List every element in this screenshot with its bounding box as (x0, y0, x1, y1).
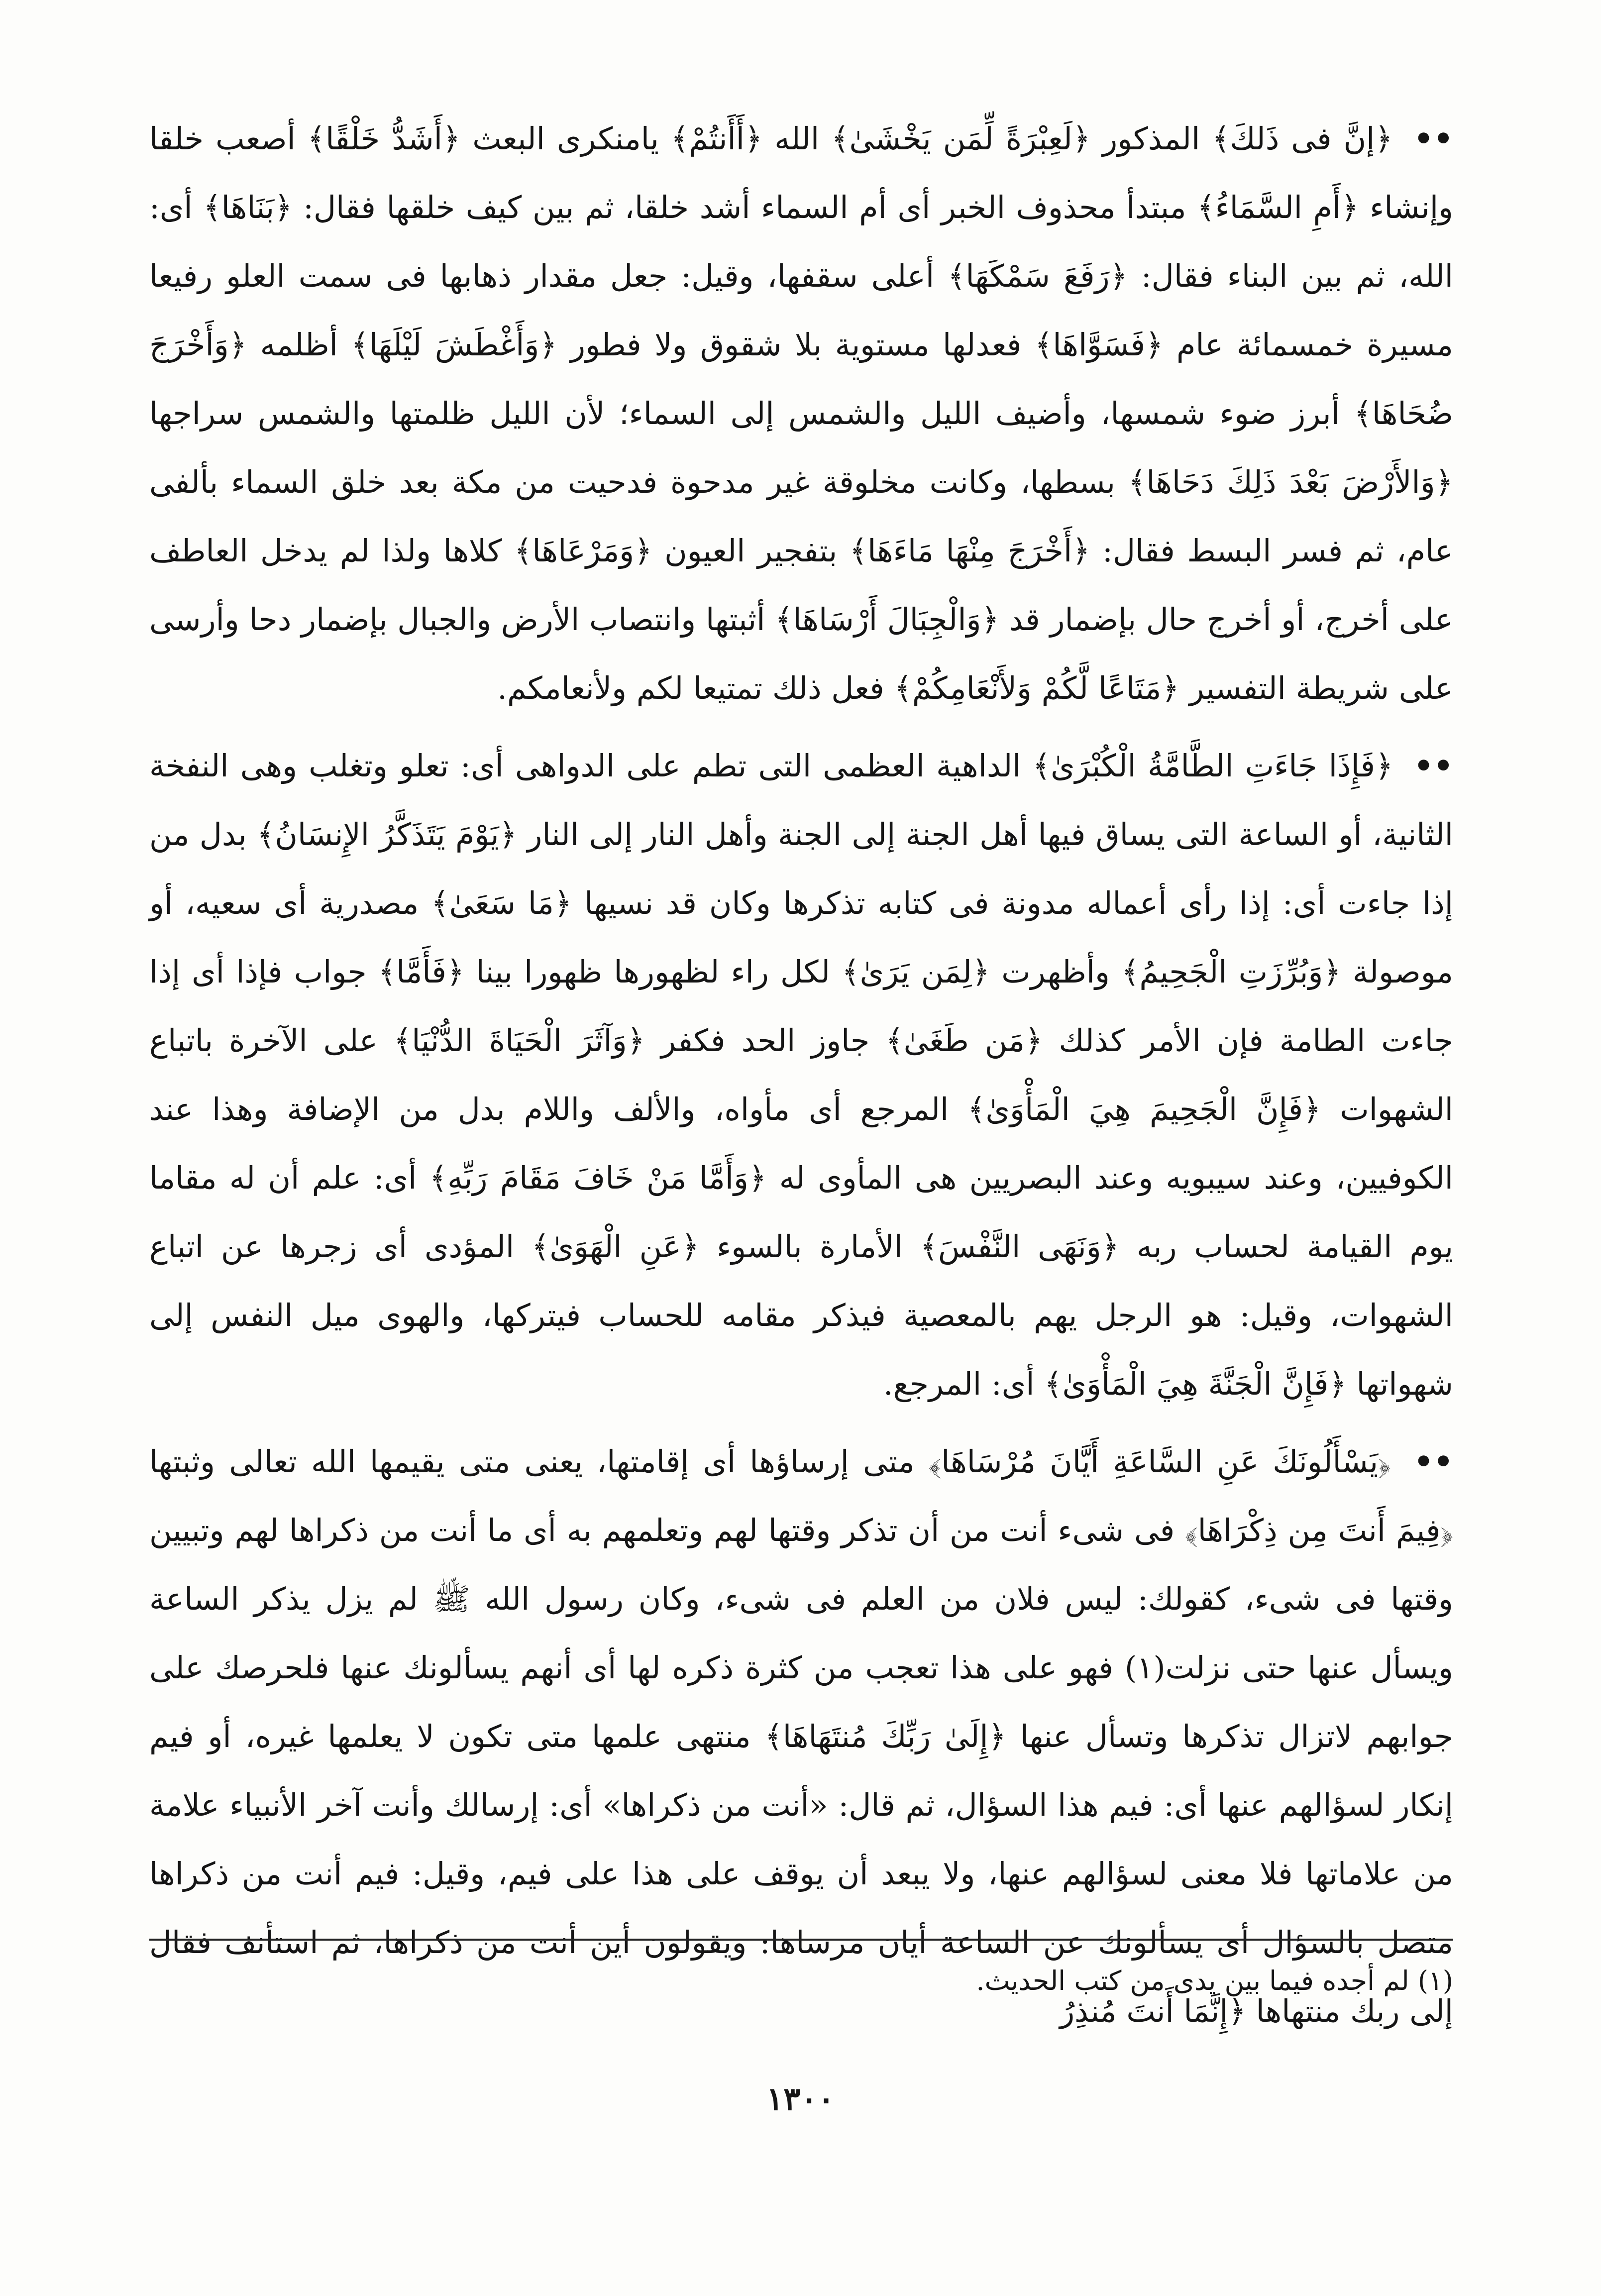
paragraph-text: ﴿يَسْأَلُونَكَ عَنِ السَّاعَةِ أَيَّانَ مُرْسَاهَا﴾ متى إرساؤها أى إقامتها، يعنى متى يقيمها الله تعالى وثبتها ﴿فِيمَ أَنتَ مِن ذِكْرَاهَا﴾ فى شىء أنت من أن تذكر وقتها لهم وتعلمهم به أى ما أنت من ذكراها لهم وتبيين وقتها فى شىء، كقولك: ليس فلان من العلم فى شىء، وكان رسول الله ﷺ لم يزل يذكر الساعة ويسأل عنها حتى نزلت(١) فهو على هذا تعجب من كثرة ذكره لها أى أنهم يسألونك عنها فلحرصك على جوابهم لاتزال تذكرها وتسأل عنها ﴿إِلَىٰ رَبِّكَ مُنتَهَاهَا﴾ منتهى علمها متى تكون لا يعلمها غيره، أو فيم إنكار لسؤالهم عنها أى: فيم هذا السؤال، ثم قال: «أنت من ذكراها» أى: إرسالك وأنت آخر الأنبياء علامة من علاماتها فلا معنى لسؤالهم عنها، ولا يبعد أن يوقف على هذا على فيم، وقيل: فيم أنت من ذكراها متصل بالسؤال أى يسألونك عن الساعة أيان مرساها: ويقولون أين أنت من ذكراها، ثم استأنف فقال إلى ربك منتهاها ﴿إِنَّمَا أَنتَ مُنذِرُ (149, 1443, 1453, 2029)
paragraph-text: ﴿إنَّ فى ذَلكَ﴾ المذكور ﴿لَعِبْرَةً لِّمَن يَخْشَىٰ﴾ الله ﴿أَأَنتُمْ﴾ يامنكرى البعث ﴿أَشَدُّ خَلْقًا﴾ أصعب خلقا وإنشاء ﴿أَمِ السَّمَاءُ﴾ مبتدأ محذوف الخبر أى أم السماء أشد خلقا، ثم بين كيف خلقها فقال: ﴿بَنَاهَا﴾ أى: الله، ثم بين البناء فقال: ﴿رَفَعَ سَمْكَهَا﴾ أعلى سقفها، وقيل: جعل مقدار ذهابها فى سمت العلو رفيعا مسيرة خمسمائة عام ﴿فَسَوَّاهَا﴾ فعدلها مستوية بلا شقوق ولا فطور ﴿وَأَغْطَشَ لَيْلَهَا﴾ أظلمه ﴿وَأَخْرَجَ ضُحَاهَا﴾ أبرز ضوء شمسها، وأضيف الليل والشمس إلى السماء؛ لأن الليل ظلمتها والشمس سراجها ﴿وَالأَرْضَ بَعْدَ ذَلِكَ دَحَاهَا﴾ بسطها، وكانت مخلوقة غير مدحوة فدحيت من مكة بعد خلق السماء بألفى عام، ثم فسر البسط فقال: ﴿أَخْرَجَ مِنْهَا مَاءَهَا﴾ بتفجير العيون ﴿وَمَرْعَاهَا﴾ كلاها ولذا لم يدخل العاطف على أخرج، أو أخرج حال بإضمار قد ﴿وَالْجِبَالَ أَرْسَاهَا﴾ أثبتها وانتصاب الأرض والجبال بإضمار دحا وأرسى على شريطة التفسير ﴿مَتَاعًا لَّكُمْ وَلأَنْعَامِكُمْ﴾ فعل ذلك تمتيعا لكم ولأنعامكم. (149, 120, 1453, 706)
paragraph-2 (149, 732, 1453, 1419)
footnote-divider (149, 1939, 1453, 1941)
paragraph-bullet: •• (1413, 748, 1453, 784)
paragraph-text: ﴿فَإِذَا جَاءَتِ الطَّامَّةُ الْكُبْرَىٰ﴾ الداهية العظمى التى تطم على الدواهى أى: تعلو وتغلب وهى النفخة الثانية، أو الساعة التى يساق فيها أهل الجنة إلى الجنة وأهل النار إلى النار ﴿يَوْمَ يَتَذَكَّرُ الإِنسَانُ﴾ بدل من إذا جاءت أى: إذا رأى أعماله مدونة فى كتابه تذكرها وكان قد نسيها ﴿مَا سَعَىٰ﴾ مصدرية أى سعيه، أو موصولة ﴿وَبُرِّزَتِ الْجَحِيمُ﴾ وأظهرت ﴿لِمَن يَرَىٰ﴾ لكل راء لظهورها ظهورا بينا ﴿فَأَمَّا﴾ جواب فإذا أى إذا جاءت الطامة فإن الأمر كذلك ﴿مَن طَغَىٰ﴾ جاوز الحد فكفر ﴿وَآثَرَ الْحَيَاةَ الدُّنْيَا﴾ على الآخرة باتباع الشهوات ﴿فَإِنَّ الْجَحِيمَ هِيَ الْمَأْوَىٰ﴾ المرجع أى مأواه، والألف واللام بدل من الإضافة وهذا عند الكوفيين، وعند سيبويه وعند البصريين هى المأوى له ﴿وَأَمَّا مَنْ خَافَ مَقَامَ رَبِّهِ﴾ أى: علم أن له مقاما يوم القيامة لحساب ربه ﴿وَنَهَى النَّفْسَ﴾ الأمارة بالسوء ﴿عَنِ الْهَوَىٰ﴾ المؤدى أى زجرها عن اتباع الشهوات، وقيل: هو الرجل يهم بالمعصية فيذكر مقامه للحساب فيتركها، والهوى ميل النفس إلى شهواتها ﴿فَإِنَّ الْجَنَّةَ هِيَ الْمَأْوَىٰ﴾ أى: المرجع. (149, 748, 1453, 1402)
footnote: (١) لم أجده فيما بين يدى من كتب الحديث. (976, 1965, 1453, 1996)
page-number: ١٣٠٠ (766, 2080, 835, 2118)
paragraph-bullet: •• (1413, 1443, 1453, 1480)
commentary-body (149, 105, 1453, 2046)
paragraph-1 (149, 105, 1453, 723)
paragraph-bullet: •• (1413, 120, 1453, 157)
paragraph-3 (149, 1427, 1453, 2046)
